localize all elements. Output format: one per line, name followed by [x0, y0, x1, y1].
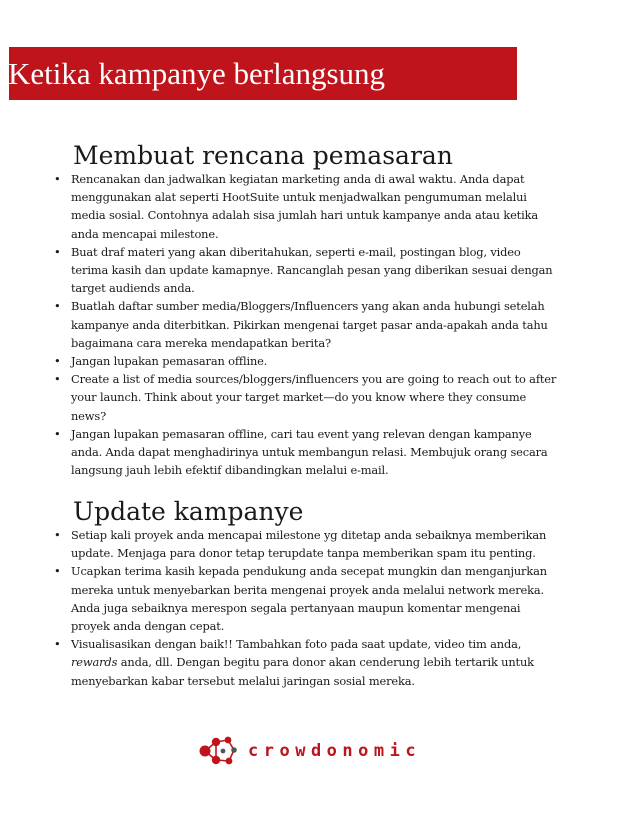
crowdonomic-logo — [196, 733, 421, 769]
list-item: • Rencanakan dan jadwalkan kegiatan marketing anda di awal waktu. Anda dapat menggunakan alat seperti HootSuite untuk menjadwalkan pengumuman melalui media sosial. Contohnya adalah sisa jumlah hari untuk kampanye anda atau ketika anda mencapai milestone. — [0, 170, 560, 243]
list-item: • Jangan lupakan pemasaran offline. — [0, 352, 560, 370]
section-heading-campaign-update: Update kampanye — [73, 497, 304, 526]
list-item: • Setiap kali proyek anda mencapai milestone yg ditetap anda sebaiknya memberikan update. Menjaga para donor tetap terupdate tanpa memberikan spam itu penting. — [0, 526, 560, 562]
network-dots-icon — [196, 733, 240, 769]
list-item: • Create a list of media sources/bloggers/influencers you are going to reach out to after your launch. Think about your target market—do you know where they consume news? — [0, 370, 560, 425]
list-item: • Buat draf materi yang akan diberitahukan, seperti e-mail, postingan blog, video terima kasih dan update kamapnye. Rancanglah pesan yang diberikan sesuai dengan target audiends anda. — [0, 243, 560, 298]
section-heading-marketing-plan: Membuat rencana pemasaran — [73, 141, 453, 170]
page-title: Ketika kampanye berlangsung — [8, 56, 386, 91]
marketing-plan-list — [0, 170, 560, 479]
list-item: • Jangan lupakan pemasaran offline, cari tau event yang relevan dengan kampanye anda. Anda dapat menghadirinya untuk membangun relasi. Membujuk orang secara langsung jauh lebih efektif dibandingkan melalui e-mail. — [0, 425, 560, 480]
list-item: • Buatlah daftar sumber media/Bloggers/Influencers yang akan anda hubungi setelah kampanye anda diterbitkan. Pikirkan mengenai target pasar anda-apakah anda tahu bagaimana cara mereka mendapatkan berita? — [0, 297, 560, 352]
list-item — [0, 635, 560, 690]
logo-text: crowdonomic — [248, 741, 422, 761]
list-item-text: anda, dll. Dengan begitu para donor akan cenderung lebih tertarik untuk menyebarkan kabar tersebut melalui jaringan sosial mereka. — [71, 655, 534, 688]
emphasis-rewards: rewards — [71, 655, 118, 670]
list-item: • Ucapkan terima kasih kepada pendukung anda secepat mungkin dan menganjurkan mereka untuk menyebarkan berita mengenai proyek anda melalui network mereka. Anda juga sebaiknya merespon segala pertanyaan maupun komentar mengenai proyek anda dengan cepat. — [0, 562, 560, 635]
campaign-update-list — [0, 526, 560, 690]
list-item-text: Visualisasikan dengan baik!! Tambahkan foto pada saat update, video tim anda, — [71, 637, 522, 652]
